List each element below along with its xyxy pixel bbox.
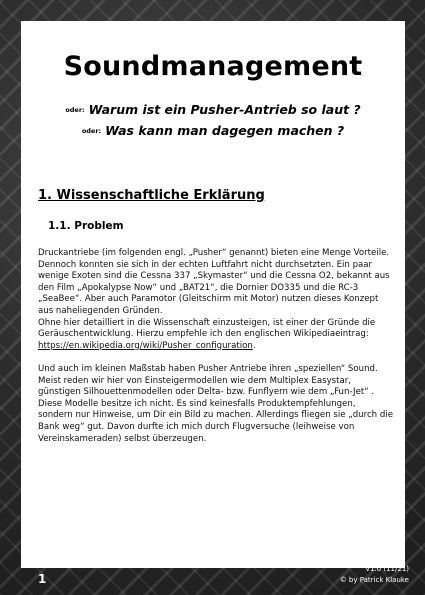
paragraph-3: Und auch im kleinen Maßstab haben Pusher Antriebe ihren „speziellen“ Sound. Meist reden wir hier von Einsteigermodellen wie dem Multiplex Easystar, günstigen Silhouettenmodellen oder Delta- bzw. Funflyern wie dem „Fun-Jet“ . Diese Modelle besitze ich nicht. Es sind keinesfalls Produktempfehlungen, sondern nur Hinweise, um Dir ein Bild zu machen. Allerdings fliegen sie „durch die Bank weg“ gut. Davon durfte ich mich durch Flugversuche (leihweise von Vereinskameraden) selbst überzeugen. xyxy=(38,363,393,444)
version-label: V1.0 (11/21) xyxy=(365,565,409,573)
paragraph-2-end: . xyxy=(252,340,256,351)
subtitle-2 xyxy=(21,120,405,139)
subtitle-2-text: Was kann man dagegen machen ? xyxy=(105,123,345,138)
subtitle-1-prefix: oder: xyxy=(65,106,85,114)
document-title: Soundmanagement xyxy=(63,51,363,82)
wikipedia-link[interactable]: https://en.wikipedia.org/wiki/Pusher_configuration xyxy=(38,340,253,351)
subtitle-1 xyxy=(21,99,405,118)
subtitle-2-prefix: oder: xyxy=(81,127,102,135)
credit-label: © by Patrick Klauke xyxy=(339,576,409,584)
section-heading: 1. Wissenschaftliche Erklärung xyxy=(38,188,265,203)
body-text xyxy=(38,248,393,445)
paragraph-2 xyxy=(38,318,393,353)
paragraph-1: Druckantriebe (im folgenden engl. „Pusher“ genannt) bieten eine Menge Vorteile. Dennoch konnten sie sich in der echten Luftfahrt nicht durchsetzten. Ein paar wenige Exoten sind die Cessna 337 „Skymaster“ und die Cessna O2, bekannt aus den Film „Apokalypse Now“ und „BAT21“, die Dornier DO335 und die RC-3 „SeaBee“. Aber auch Paramotor (Gleitschirm mit Motor) nutzen dieses Konzept aus naheliegenden Gründen. xyxy=(38,248,390,316)
subtitle-1-text: Warum ist ein Pusher-Antrieb so laut ? xyxy=(88,102,361,117)
paragraph-2-text: Ohne hier detailliert in die Wissenschaft einzusteigen, ist einer der Gründe die Geräuschentwicklung. Hierzu empfehle ich den englischen Wikipediaeintrag: xyxy=(38,317,376,340)
subsection-heading: 1.1. Problem xyxy=(48,220,124,232)
document-page xyxy=(21,21,405,568)
page-number: 1 xyxy=(38,572,47,586)
